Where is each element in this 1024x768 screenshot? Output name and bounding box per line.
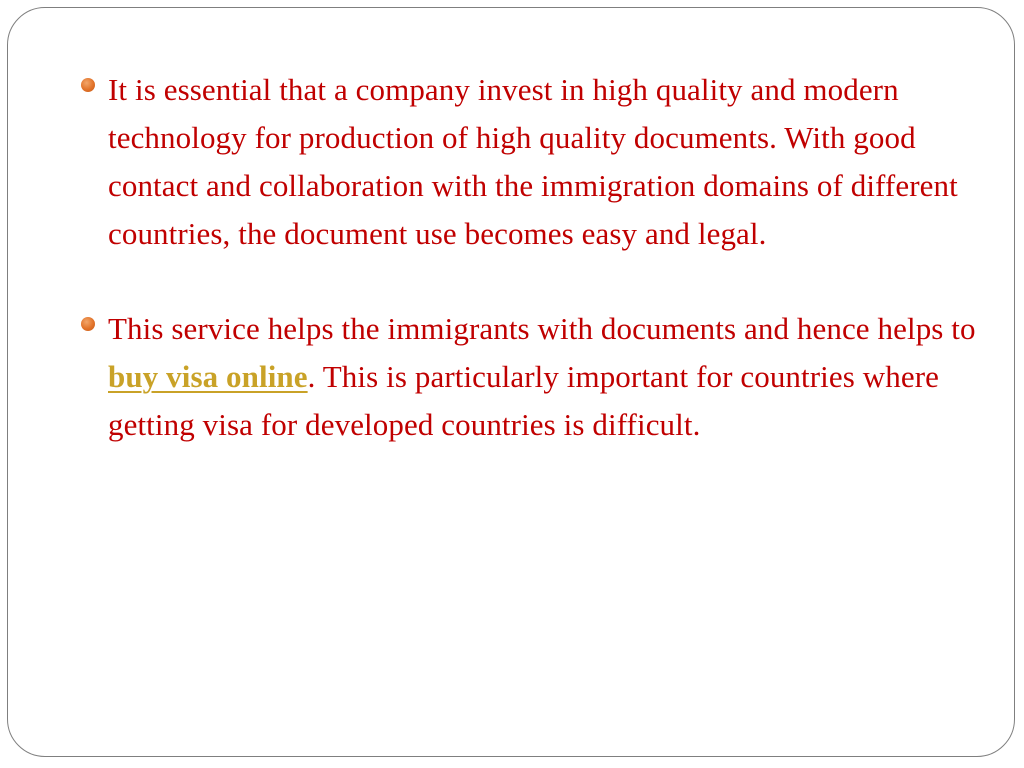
slide-frame xyxy=(7,7,1015,757)
bullet-item-2 xyxy=(80,305,985,449)
bullet-text-2-after: . This is particularly important for countries where getting visa for developed countries is difficult. xyxy=(108,359,939,442)
bullet-item-1 xyxy=(80,66,985,258)
bullet-text-2-before: This service helps the immigrants with documents and hence helps to xyxy=(108,311,976,346)
bullet-dot-icon xyxy=(81,317,95,331)
bullet-text-1: It is essential that a company invest in high quality and modern technology for production of high quality documents. With good contact and collaboration with the immigration domains of different countries, the document use becomes easy and legal. xyxy=(108,72,958,251)
buy-visa-online-link[interactable]: buy visa online xyxy=(108,359,308,394)
bullet-dot-icon xyxy=(81,78,95,92)
slide-content xyxy=(80,66,985,496)
